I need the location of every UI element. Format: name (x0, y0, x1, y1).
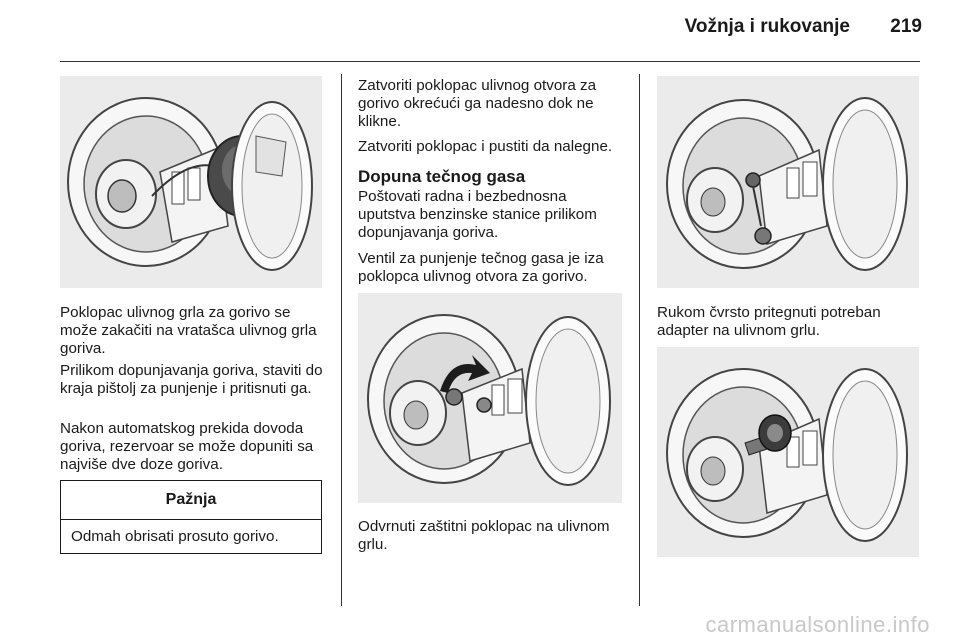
notice-body: Odmah obrisati prosuto gorivo. (71, 528, 279, 545)
paragraph-cap-hook: Poklopac ulivnog grla za gorivo se može zakačiti na vratašca ulivnog grla goriva. (60, 304, 317, 357)
column-divider-right (639, 74, 640, 606)
watermark: carmanualsonline.info (705, 612, 930, 637)
paragraph-lpg-valve: Ventil za punjenje tečnog gasa je iza poklopca ulivnog otvora za gorivo. (358, 250, 604, 285)
page-header-title: Vožnja i rukovanje (684, 16, 850, 37)
illustration-unscrew-cap (358, 293, 622, 503)
notice-box (60, 480, 322, 554)
illustration-adapter-mounted (657, 347, 919, 557)
column-divider-left (341, 74, 342, 606)
caption-tighten-adapter: Rukom čvrsto pritegnuti potreban adapter na ulivnom grlu. (657, 304, 881, 339)
figure-fuel-cap-hanging (60, 76, 322, 288)
figure-lpg-valve (657, 76, 919, 288)
figure-adapter-mounted (657, 347, 919, 557)
caption-unscrew-cap: Odvrnuti zaštitni poklopac na ulivnom grlu. (358, 518, 610, 553)
paragraph-close-cap: Zatvoriti poklopac ulivnog otvora za gorivo okrećući ga nadesno dok ne klikne. (358, 77, 597, 130)
header-rule (60, 61, 920, 62)
paragraph-refill-limit: Nakon automatskog prekida dovoda goriva, rezervoar se može dopuniti sa najviše dve doze goriva. (60, 420, 314, 473)
page-number: 219 (890, 16, 922, 37)
figure-unscrew-cap (358, 293, 622, 503)
section-heading-lpg: Dopuna tečnog gasa (358, 167, 526, 186)
paragraph-insert-nozzle: Prilikom dopunjavanja goriva, staviti do kraja pištolj za punjenje i pritisnuti ga. (60, 362, 323, 397)
notice-title: Pažnja (61, 481, 321, 520)
illustration-fuel-cap-hanging (60, 76, 322, 288)
paragraph-safety-instructions: Poštovati radna i bezbednosna uputstva benzinske stanice prilikom dopunjavanja goriva. (358, 188, 597, 241)
illustration-lpg-valve (657, 76, 919, 288)
paragraph-close-flap: Zatvoriti poklopac i pustiti da nalegne. (358, 138, 613, 155)
